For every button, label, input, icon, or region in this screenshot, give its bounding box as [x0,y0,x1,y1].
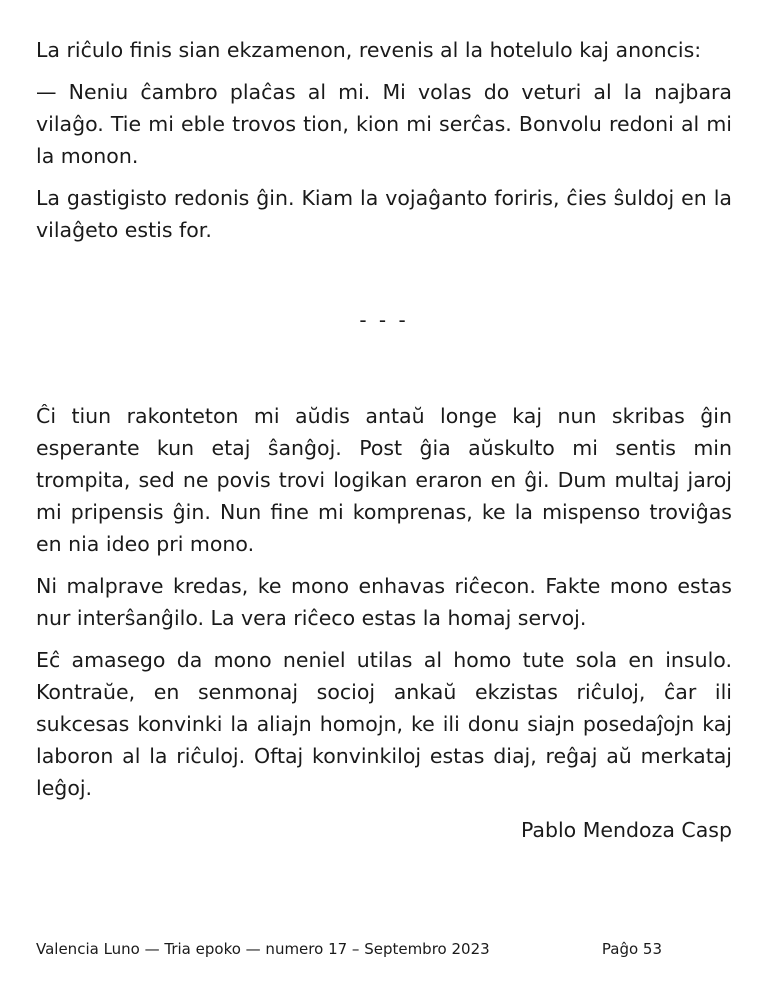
section-separator: - - - [359,308,409,332]
page-footer [36,938,662,960]
paragraph: Ĉi tiun rakonteton mi aŭdis antaŭ longe kaj nun skribas ĝin esperante kun etaj ŝanĝoj. Post ĝia aŭskulto mi sentis min trompita, sed ne povis trovi logikan eraron en ĝi. Dum multaj jaroj mi pripensis ĝin. Nun fine mi komprenas, ke la mispenso troviĝas en nia ideo pri mono. [36,404,732,556]
paragraph: — Neniu ĉambro plaĉas al mi. Mi volas do veturi al la najbara vilaĝo. Tie mi eble trovos tion, kion mi serĉas. Bonvolu redoni al mi la monon. [36,80,732,168]
paragraph: La riĉulo finis sian ekzamenon, revenis al la hotelulo kaj anoncis: [36,38,702,62]
page-number: Paĝo 53 [601,940,662,958]
article-body [36,34,732,846]
paragraph: Eĉ amasego da mono neniel utilas al homo tute sola en insulo. Kontraŭe, en senmonaj socioj ankaŭ ekzistas riĉuloj, ĉar ili sukcesas konvinki la aliajn homojn, ke ili donu siajn posedaĵojn kaj laboron al la riĉuloj. Oftaj konvinkiloj estas diaj, reĝaj aŭ merkataj leĝoj. [36,648,732,800]
paragraph: La gastigisto redonis ĝin. Kiam la vojaĝanto foriris, ĉies ŝuldoj en la vilaĝeto estis for. [36,186,732,242]
author-signature: Pablo Mendoza Casp [520,818,732,842]
publication-info: Valencia Luno — Tria epoko — numero 17 – Septembro 2023 [36,940,490,958]
paragraph: Ni malprave kredas, ke mono enhavas riĉecon. Fakte mono estas nur interŝanĝilo. La vera riĉeco estas la homaj servoj. [36,574,732,630]
